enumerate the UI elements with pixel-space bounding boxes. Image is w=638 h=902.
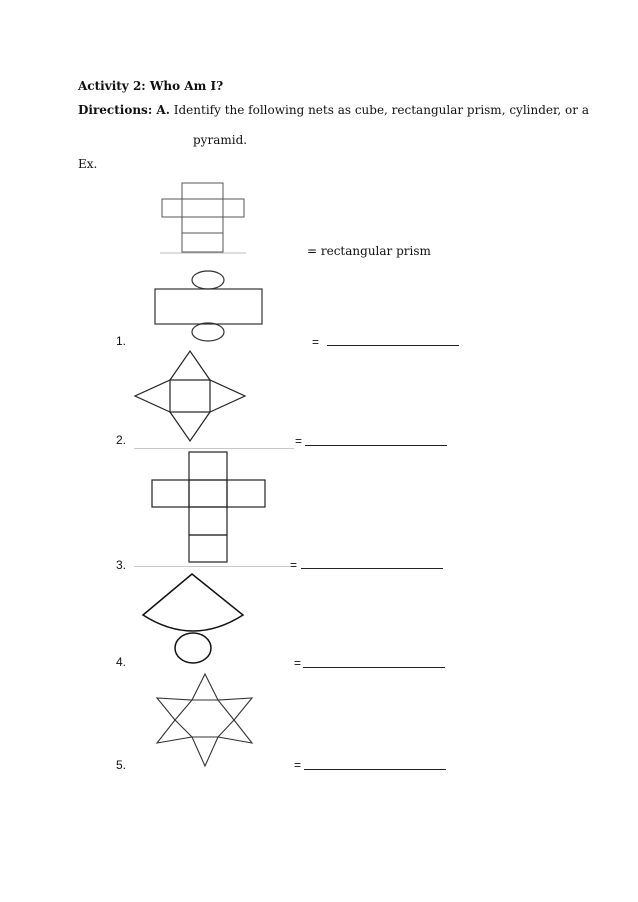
item-4-equals: = bbox=[294, 656, 302, 670]
item-1-number: 1. bbox=[116, 334, 127, 348]
item-2-number: 2. bbox=[116, 433, 127, 447]
item-4-number: 4. bbox=[116, 655, 127, 669]
example-answer: = rectangular prism bbox=[307, 244, 431, 258]
directions-label: Directions: A. bbox=[78, 103, 170, 117]
item-5-equals: = bbox=[294, 758, 302, 772]
item-5-number: 5. bbox=[116, 758, 127, 772]
item-3-number: 3. bbox=[116, 558, 127, 572]
directions-text: Identify the following nets as cube, rectangular prism, cylinder, or a bbox=[173, 103, 589, 117]
activity-title: Activity 2: Who Am I? bbox=[78, 79, 224, 93]
directions-continuation: pyramid. bbox=[193, 133, 248, 147]
item-5-answer-blank[interactable] bbox=[304, 769, 446, 770]
item-2-equals: = bbox=[295, 434, 303, 448]
item-3-equals: = bbox=[290, 558, 298, 572]
item-1-equals: = bbox=[312, 335, 320, 349]
example-label: Ex. bbox=[78, 157, 98, 171]
